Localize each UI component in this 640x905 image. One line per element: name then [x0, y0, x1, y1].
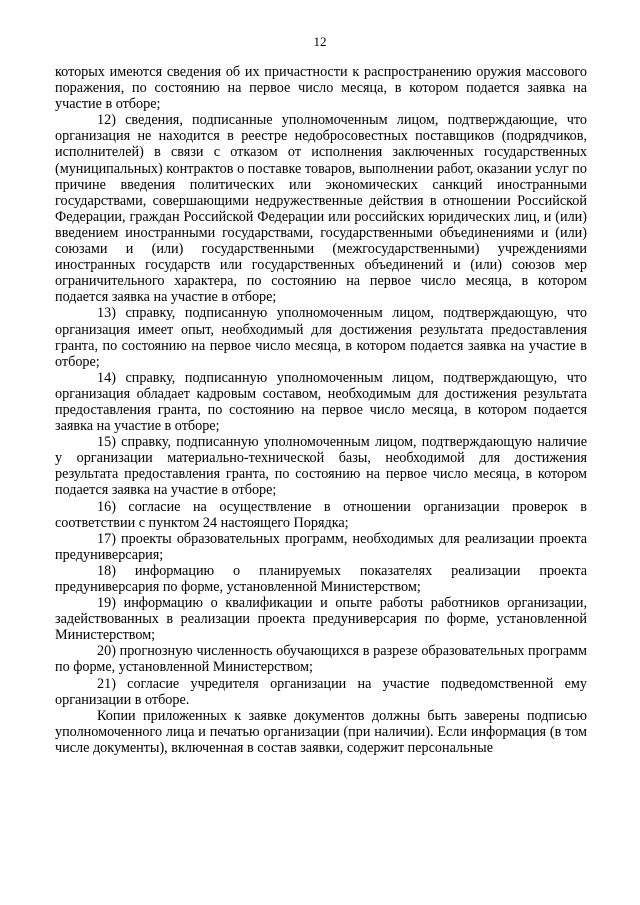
paragraph-item-12: 12) сведения, подписанные уполномоченным лицом, подтверждающие, что организация не находится в реестре недобросовестных поставщиков (подрядчиков, исполнителей) в связи с отказом от исполнения заключенных государственных (муниципальных) контрактов о поставке товаров, выполнении работ, оказании услуг по причине введения политических или экономических санкций иностранными государствами, совершающими недружественные действия в отношении Российской Федерации, граждан Российской Федерации или российских юридических лиц, и (или) введением иностранными государствами, государственными объединениями и (или) союзами и (или) государственными (межгосударственными) учреждениями иностранных государств или государственных объединений и (или) союзов мер ограничительного характера, по состоянию на первое число месяца, в котором подается заявка на участие в отборе;	[55, 112, 587, 306]
paragraph-item-20: 20) прогнозную численность обучающихся в разрезе образовательных программ по форме, установленной Министерством;	[55, 643, 587, 676]
paragraph-item-14: 14) справку, подписанную уполномоченным лицом, подтверждающую, что организация обладает кадровым составом, необходимым для достижения результата предоставления гранта, по состоянию на первое число месяца, в котором подается заявка на участие в отборе;	[55, 369, 587, 435]
paragraph-item-21: 21) согласие учредителя организации на участие подведомственной ему организации в отборе.	[55, 675, 587, 708]
paragraph-continuation: которых имеются сведения об их причастности к распространению оружия массового поражения, по состоянию на первое число месяца, в котором подается заявка на участие в отборе;	[55, 64, 587, 113]
page-number: 12	[313, 34, 327, 49]
paragraph-item-17: 17) проекты образовательных программ, необходимых для реализации проекта предуниверсария;	[55, 530, 587, 563]
paragraph-item-15: 15) справку, подписанную уполномоченным лицом, подтверждающую наличие у организации материально-технической базы, необходимой для достижения результата предоставления гранта, по состоянию на первое число месяца, в котором подается заявка на участие в отборе;	[55, 434, 587, 499]
document-body	[55, 64, 587, 756]
paragraph-item-19: 19) информацию о квалификации и опыте работы работников организации, задействованных в реализации проекта предуниверсария по форме, установленной Министерством;	[55, 595, 587, 644]
paragraph-item-18: 18) информацию о планируемых показателях реализации проекта предуниверсария по форме, установленной Министерством;	[55, 562, 587, 595]
paragraph-copies-note: Копии приложенных к заявке документов должны быть заверены подписью уполномоченного лица и печатью организации (при наличии). Если информация (в том числе документы), включенная в состав заявки, содержит персональные	[55, 707, 587, 756]
paragraph-item-16: 16) согласие на осуществление в отношении организации проверок в соответствии с пунктом 24 настоящего Порядка;	[55, 498, 587, 531]
paragraph-item-13: 13) справку, подписанную уполномоченным лицом, подтверждающую, что организация имеет опыт, необходимый для достижения результата предоставления гранта, по состоянию на первое число месяца, в котором подается заявка на участие в отборе;	[55, 305, 587, 370]
